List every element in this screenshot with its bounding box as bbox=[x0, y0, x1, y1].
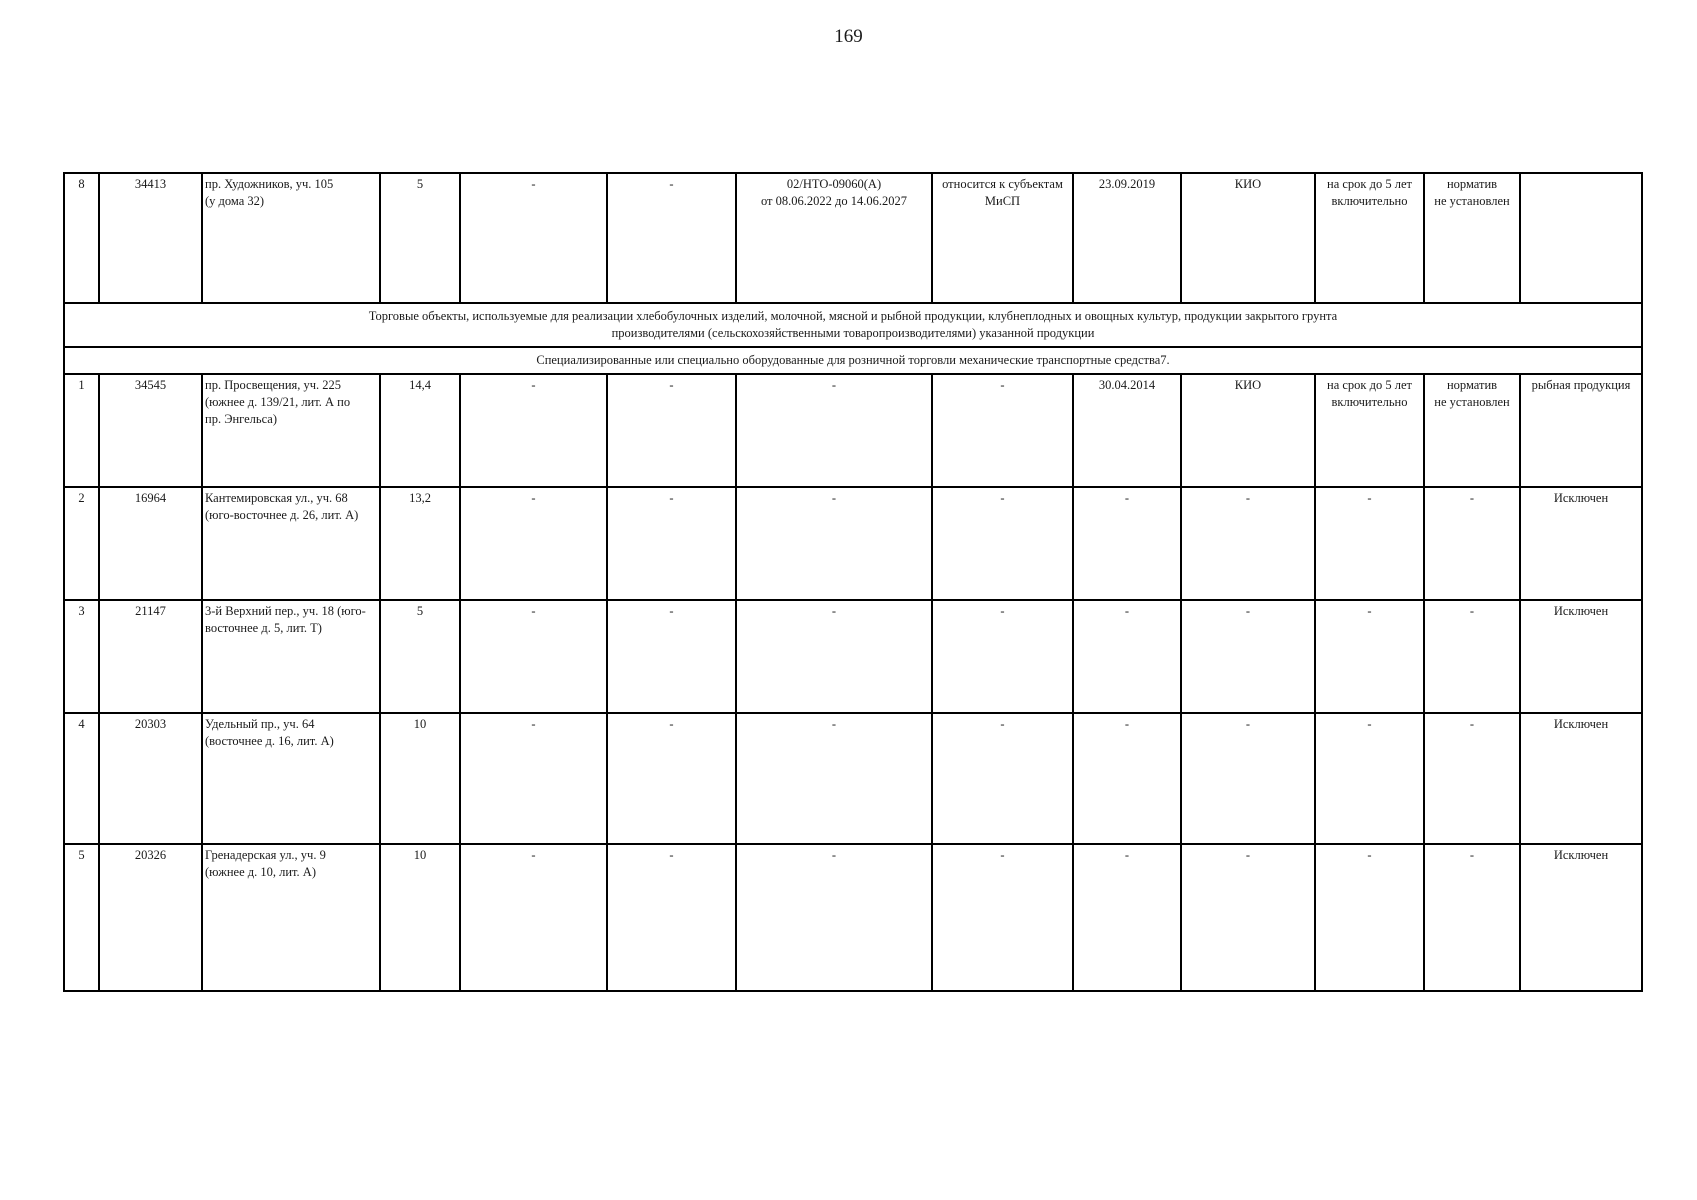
subject-line: - bbox=[1000, 717, 1005, 731]
area-cell: 14,4 bbox=[380, 374, 460, 487]
row-number-cell: 3 bbox=[64, 600, 99, 713]
contract-cell bbox=[736, 844, 932, 991]
norm-cell bbox=[1424, 600, 1520, 713]
norm-line: - bbox=[1469, 848, 1475, 862]
norm-line: норматив bbox=[1446, 177, 1498, 191]
address-line: 3-й Верхний пер., уч. 18 (юго- bbox=[205, 604, 366, 618]
note-cell: Исключен bbox=[1520, 600, 1642, 713]
address-line: Удельный пр., уч. 64 bbox=[205, 717, 315, 731]
date-cell: 23.09.2019 bbox=[1073, 173, 1181, 303]
area-cell: 10 bbox=[380, 844, 460, 991]
row-number-cell: 8 bbox=[64, 173, 99, 303]
address-line: восточнее д. 5, лит. Т) bbox=[205, 621, 322, 635]
norm-line: норматив bbox=[1446, 378, 1498, 392]
note-cell bbox=[1520, 173, 1642, 303]
norm-line: не установлен bbox=[1434, 194, 1510, 208]
address-line: Гренадерская ул., уч. 9 bbox=[205, 848, 326, 862]
contract-line: - bbox=[831, 378, 837, 392]
table-row bbox=[64, 713, 1642, 844]
section-row-1 bbox=[64, 303, 1642, 347]
term-cell bbox=[1315, 844, 1424, 991]
date-cell: - bbox=[1073, 844, 1181, 991]
note-cell: Исключен bbox=[1520, 487, 1642, 600]
subject-cell bbox=[932, 374, 1073, 487]
address-line: (юго-восточнее д. 26, лит. А) bbox=[205, 508, 359, 522]
contract-cell bbox=[736, 374, 932, 487]
subject-line: - bbox=[1000, 604, 1005, 618]
term-line: - bbox=[1367, 491, 1372, 505]
address-cell bbox=[202, 713, 380, 844]
row-number-cell: 5 bbox=[64, 844, 99, 991]
subject-cell bbox=[932, 173, 1073, 303]
column-5-cell: - bbox=[460, 173, 607, 303]
subject-cell bbox=[932, 487, 1073, 600]
page-number: 169 bbox=[834, 26, 863, 47]
subject-cell bbox=[932, 713, 1073, 844]
row-number-cell: 4 bbox=[64, 713, 99, 844]
norm-line: - bbox=[1469, 491, 1475, 505]
column-6-cell: - bbox=[607, 173, 736, 303]
contract-cell bbox=[736, 173, 932, 303]
term-line: включительно bbox=[1331, 194, 1408, 208]
contract-line: - bbox=[831, 604, 837, 618]
term-line: - bbox=[1367, 717, 1372, 731]
table-row bbox=[64, 173, 1642, 303]
norm-line: - bbox=[1469, 717, 1475, 731]
section-heading-1-line: Торговые объекты, используемые для реализации хлебобулочных изделий, молочной, мясной и рыбной продукции, клубнеплодных и овощных культур, продукции закрытого грунта bbox=[368, 309, 1338, 323]
column-6-cell: - bbox=[607, 713, 736, 844]
object-id-cell: 34545 bbox=[99, 374, 202, 487]
norm-cell bbox=[1424, 713, 1520, 844]
norm-cell bbox=[1424, 844, 1520, 991]
term-cell bbox=[1315, 713, 1424, 844]
column-6-cell: - bbox=[607, 844, 736, 991]
address-cell bbox=[202, 844, 380, 991]
address-cell bbox=[202, 374, 380, 487]
organization-cell: - bbox=[1181, 487, 1315, 600]
column-5-cell: - bbox=[460, 374, 607, 487]
object-id-cell: 20303 bbox=[99, 713, 202, 844]
section-heading-1 bbox=[64, 303, 1642, 347]
note-cell: Исключен bbox=[1520, 844, 1642, 991]
column-6-cell: - bbox=[607, 374, 736, 487]
organization-cell: - bbox=[1181, 844, 1315, 991]
registry-table bbox=[63, 172, 1643, 992]
address-line: Кантемировская ул., уч. 68 bbox=[205, 491, 348, 505]
term-cell bbox=[1315, 600, 1424, 713]
section-heading-2: Специализированные или специально оборудованные для розничной торговли механические транспортные средства7. bbox=[64, 347, 1642, 374]
address-line: (южнее д. 139/21, лит. А по bbox=[205, 395, 351, 409]
subject-line: - bbox=[1000, 848, 1005, 862]
contract-cell bbox=[736, 600, 932, 713]
address-line: (восточнее д. 16, лит. А) bbox=[205, 734, 334, 748]
contract-line: - bbox=[831, 491, 837, 505]
area-cell: 5 bbox=[380, 600, 460, 713]
area-cell: 10 bbox=[380, 713, 460, 844]
norm-cell bbox=[1424, 173, 1520, 303]
term-cell bbox=[1315, 487, 1424, 600]
term-line: - bbox=[1367, 604, 1372, 618]
contract-cell bbox=[736, 487, 932, 600]
norm-line: не установлен bbox=[1434, 395, 1510, 409]
organization-cell: КИО bbox=[1181, 173, 1315, 303]
table-body-top bbox=[64, 173, 1642, 303]
object-id-cell: 34413 bbox=[99, 173, 202, 303]
address-cell bbox=[202, 487, 380, 600]
column-6-cell: - bbox=[607, 487, 736, 600]
address-line: (южнее д. 10, лит. А) bbox=[205, 865, 316, 879]
norm-cell bbox=[1424, 487, 1520, 600]
term-cell bbox=[1315, 374, 1424, 487]
term-line: на срок до 5 лет bbox=[1327, 378, 1412, 392]
norm-line: - bbox=[1469, 604, 1475, 618]
area-cell: 5 bbox=[380, 173, 460, 303]
subject-line: - bbox=[1000, 491, 1005, 505]
area-cell: 13,2 bbox=[380, 487, 460, 600]
date-cell: - bbox=[1073, 487, 1181, 600]
contract-line: 02/НТО-09060(А) bbox=[786, 177, 882, 191]
contract-cell bbox=[736, 713, 932, 844]
note-cell: рыбная продукция bbox=[1520, 374, 1642, 487]
contract-line: - bbox=[831, 848, 837, 862]
term-line: на срок до 5 лет bbox=[1327, 177, 1412, 191]
subject-line: относится к субъектам bbox=[942, 177, 1063, 191]
column-5-cell: - bbox=[460, 600, 607, 713]
object-id-cell: 20326 bbox=[99, 844, 202, 991]
contract-line: - bbox=[831, 717, 837, 731]
address-line: пр. Просвещения, уч. 225 bbox=[205, 378, 342, 392]
table-row bbox=[64, 374, 1642, 487]
address-cell bbox=[202, 173, 380, 303]
address-line: пр. Художников, уч. 105 bbox=[205, 177, 334, 191]
row-number-cell: 2 bbox=[64, 487, 99, 600]
column-6-cell: - bbox=[607, 600, 736, 713]
section-heading-1-line: производителями (сельскохозяйственными товаропроизводителями) указанной продукции bbox=[611, 326, 1095, 340]
norm-cell bbox=[1424, 374, 1520, 487]
section-row-2 bbox=[64, 347, 1642, 374]
organization-cell: - bbox=[1181, 600, 1315, 713]
section-headers bbox=[64, 303, 1642, 374]
object-id-cell: 16964 bbox=[99, 487, 202, 600]
organization-cell: КИО bbox=[1181, 374, 1315, 487]
column-5-cell: - bbox=[460, 844, 607, 991]
column-5-cell: - bbox=[460, 713, 607, 844]
address-line: пр. Энгельса) bbox=[205, 412, 277, 426]
subject-line: МиСП bbox=[984, 194, 1021, 208]
organization-cell: - bbox=[1181, 713, 1315, 844]
date-cell: 30.04.2014 bbox=[1073, 374, 1181, 487]
object-id-cell: 21147 bbox=[99, 600, 202, 713]
date-cell: - bbox=[1073, 600, 1181, 713]
subject-cell bbox=[932, 844, 1073, 991]
table-row bbox=[64, 600, 1642, 713]
term-line: включительно bbox=[1331, 395, 1408, 409]
subject-line: - bbox=[1000, 378, 1005, 392]
table-row bbox=[64, 487, 1642, 600]
address-line: (у дома 32) bbox=[205, 194, 265, 208]
table-row bbox=[64, 844, 1642, 991]
term-cell bbox=[1315, 173, 1424, 303]
subject-cell bbox=[932, 600, 1073, 713]
contract-line: от 08.06.2022 до 14.06.2027 bbox=[760, 194, 908, 208]
term-line: - bbox=[1367, 848, 1372, 862]
table-body-bottom bbox=[64, 374, 1642, 991]
note-cell: Исключен bbox=[1520, 713, 1642, 844]
column-5-cell: - bbox=[460, 487, 607, 600]
row-number-cell: 1 bbox=[64, 374, 99, 487]
date-cell: - bbox=[1073, 713, 1181, 844]
address-cell bbox=[202, 600, 380, 713]
